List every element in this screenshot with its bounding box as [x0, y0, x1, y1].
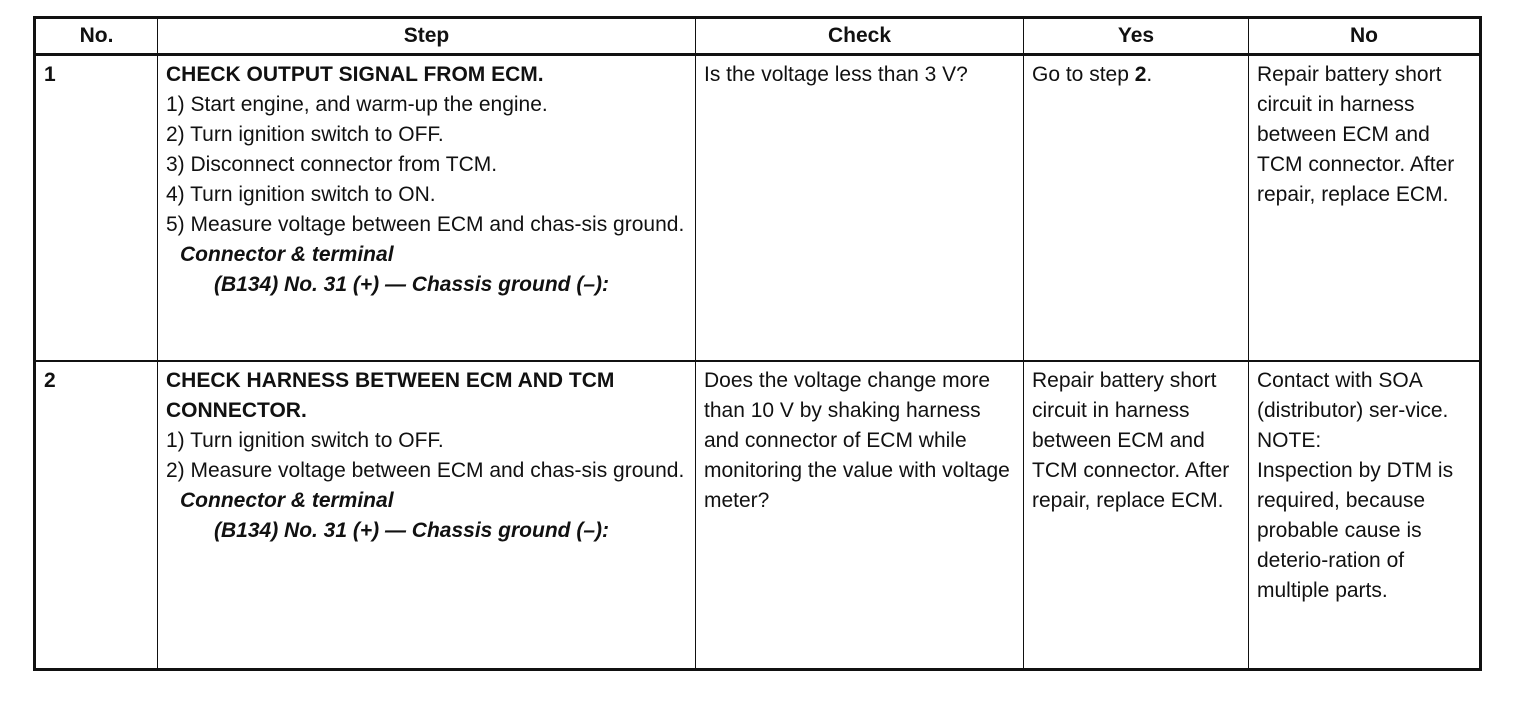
- no-text: Repair battery short circuit in harness between ECM and TCM connector. After repair, replace ECM.: [1257, 63, 1455, 206]
- step-cell: [158, 55, 696, 362]
- step-line: 5) Measure voltage between ECM and chas-sis ground.: [166, 213, 685, 236]
- no-cell: [1249, 361, 1481, 670]
- note-label: NOTE:: [1257, 429, 1322, 452]
- step-line: 1) Start engine, and warm-up the engine.: [166, 93, 548, 116]
- yes-text: Repair battery short circuit in harness between ECM and TCM connector. After repair, replace ECM.: [1032, 369, 1230, 512]
- row-number: 2: [35, 361, 158, 670]
- step-cell: [158, 361, 696, 670]
- step-line: 1) Turn ignition switch to OFF.: [166, 429, 444, 452]
- step-line: 2) Turn ignition switch to OFF.: [166, 123, 444, 146]
- yes-suffix: .: [1146, 63, 1153, 86]
- yes-prefix: Go to step: [1032, 63, 1135, 86]
- check-cell: [696, 361, 1024, 670]
- yes-cell: [1024, 361, 1249, 670]
- table-row: [35, 55, 1481, 362]
- connector-value: (B134) No. 31 (+) — Chassis ground (–):: [214, 273, 609, 296]
- header-row: [35, 18, 1481, 55]
- diagnostic-table: [33, 16, 1482, 671]
- connector-label: Connector & terminal: [180, 489, 394, 512]
- note-text: Inspection by DTM is required, because probable cause is deterio-ration of multiple parts.: [1257, 459, 1454, 602]
- step-line: 2) Measure voltage between ECM and chas-sis ground.: [166, 459, 685, 482]
- check-cell: [696, 55, 1024, 362]
- step-line: 3) Disconnect connector from TCM.: [166, 153, 498, 176]
- table-row: [35, 361, 1481, 670]
- yes-step-number: 2: [1134, 63, 1147, 86]
- yes-cell: [1024, 55, 1249, 362]
- connector-label: Connector & terminal: [180, 243, 394, 266]
- header-yes: Yes: [1024, 18, 1249, 55]
- connector-value: (B134) No. 31 (+) — Chassis ground (–):: [214, 519, 609, 542]
- step-title: CHECK OUTPUT SIGNAL FROM ECM.: [166, 63, 544, 86]
- check-text: Does the voltage change more than 10 V by shaking harness and connector of ECM while monitoring the value with voltage meter?: [704, 369, 1010, 512]
- no-cell: [1249, 55, 1481, 362]
- header-check: Check: [696, 18, 1024, 55]
- header-no: No.: [35, 18, 158, 55]
- step-title: CHECK HARNESS BETWEEN ECM AND TCM CONNECTOR.: [166, 369, 615, 422]
- yes-text: [1032, 60, 1240, 90]
- check-text: Is the voltage less than 3 V?: [704, 63, 968, 86]
- header-step: Step: [158, 18, 696, 55]
- step-line: 4) Turn ignition switch to ON.: [166, 183, 436, 206]
- header-no-action: No: [1249, 18, 1481, 55]
- row-number: 1: [35, 55, 158, 362]
- no-text: Contact with SOA (distributor) ser-vice.: [1257, 369, 1449, 422]
